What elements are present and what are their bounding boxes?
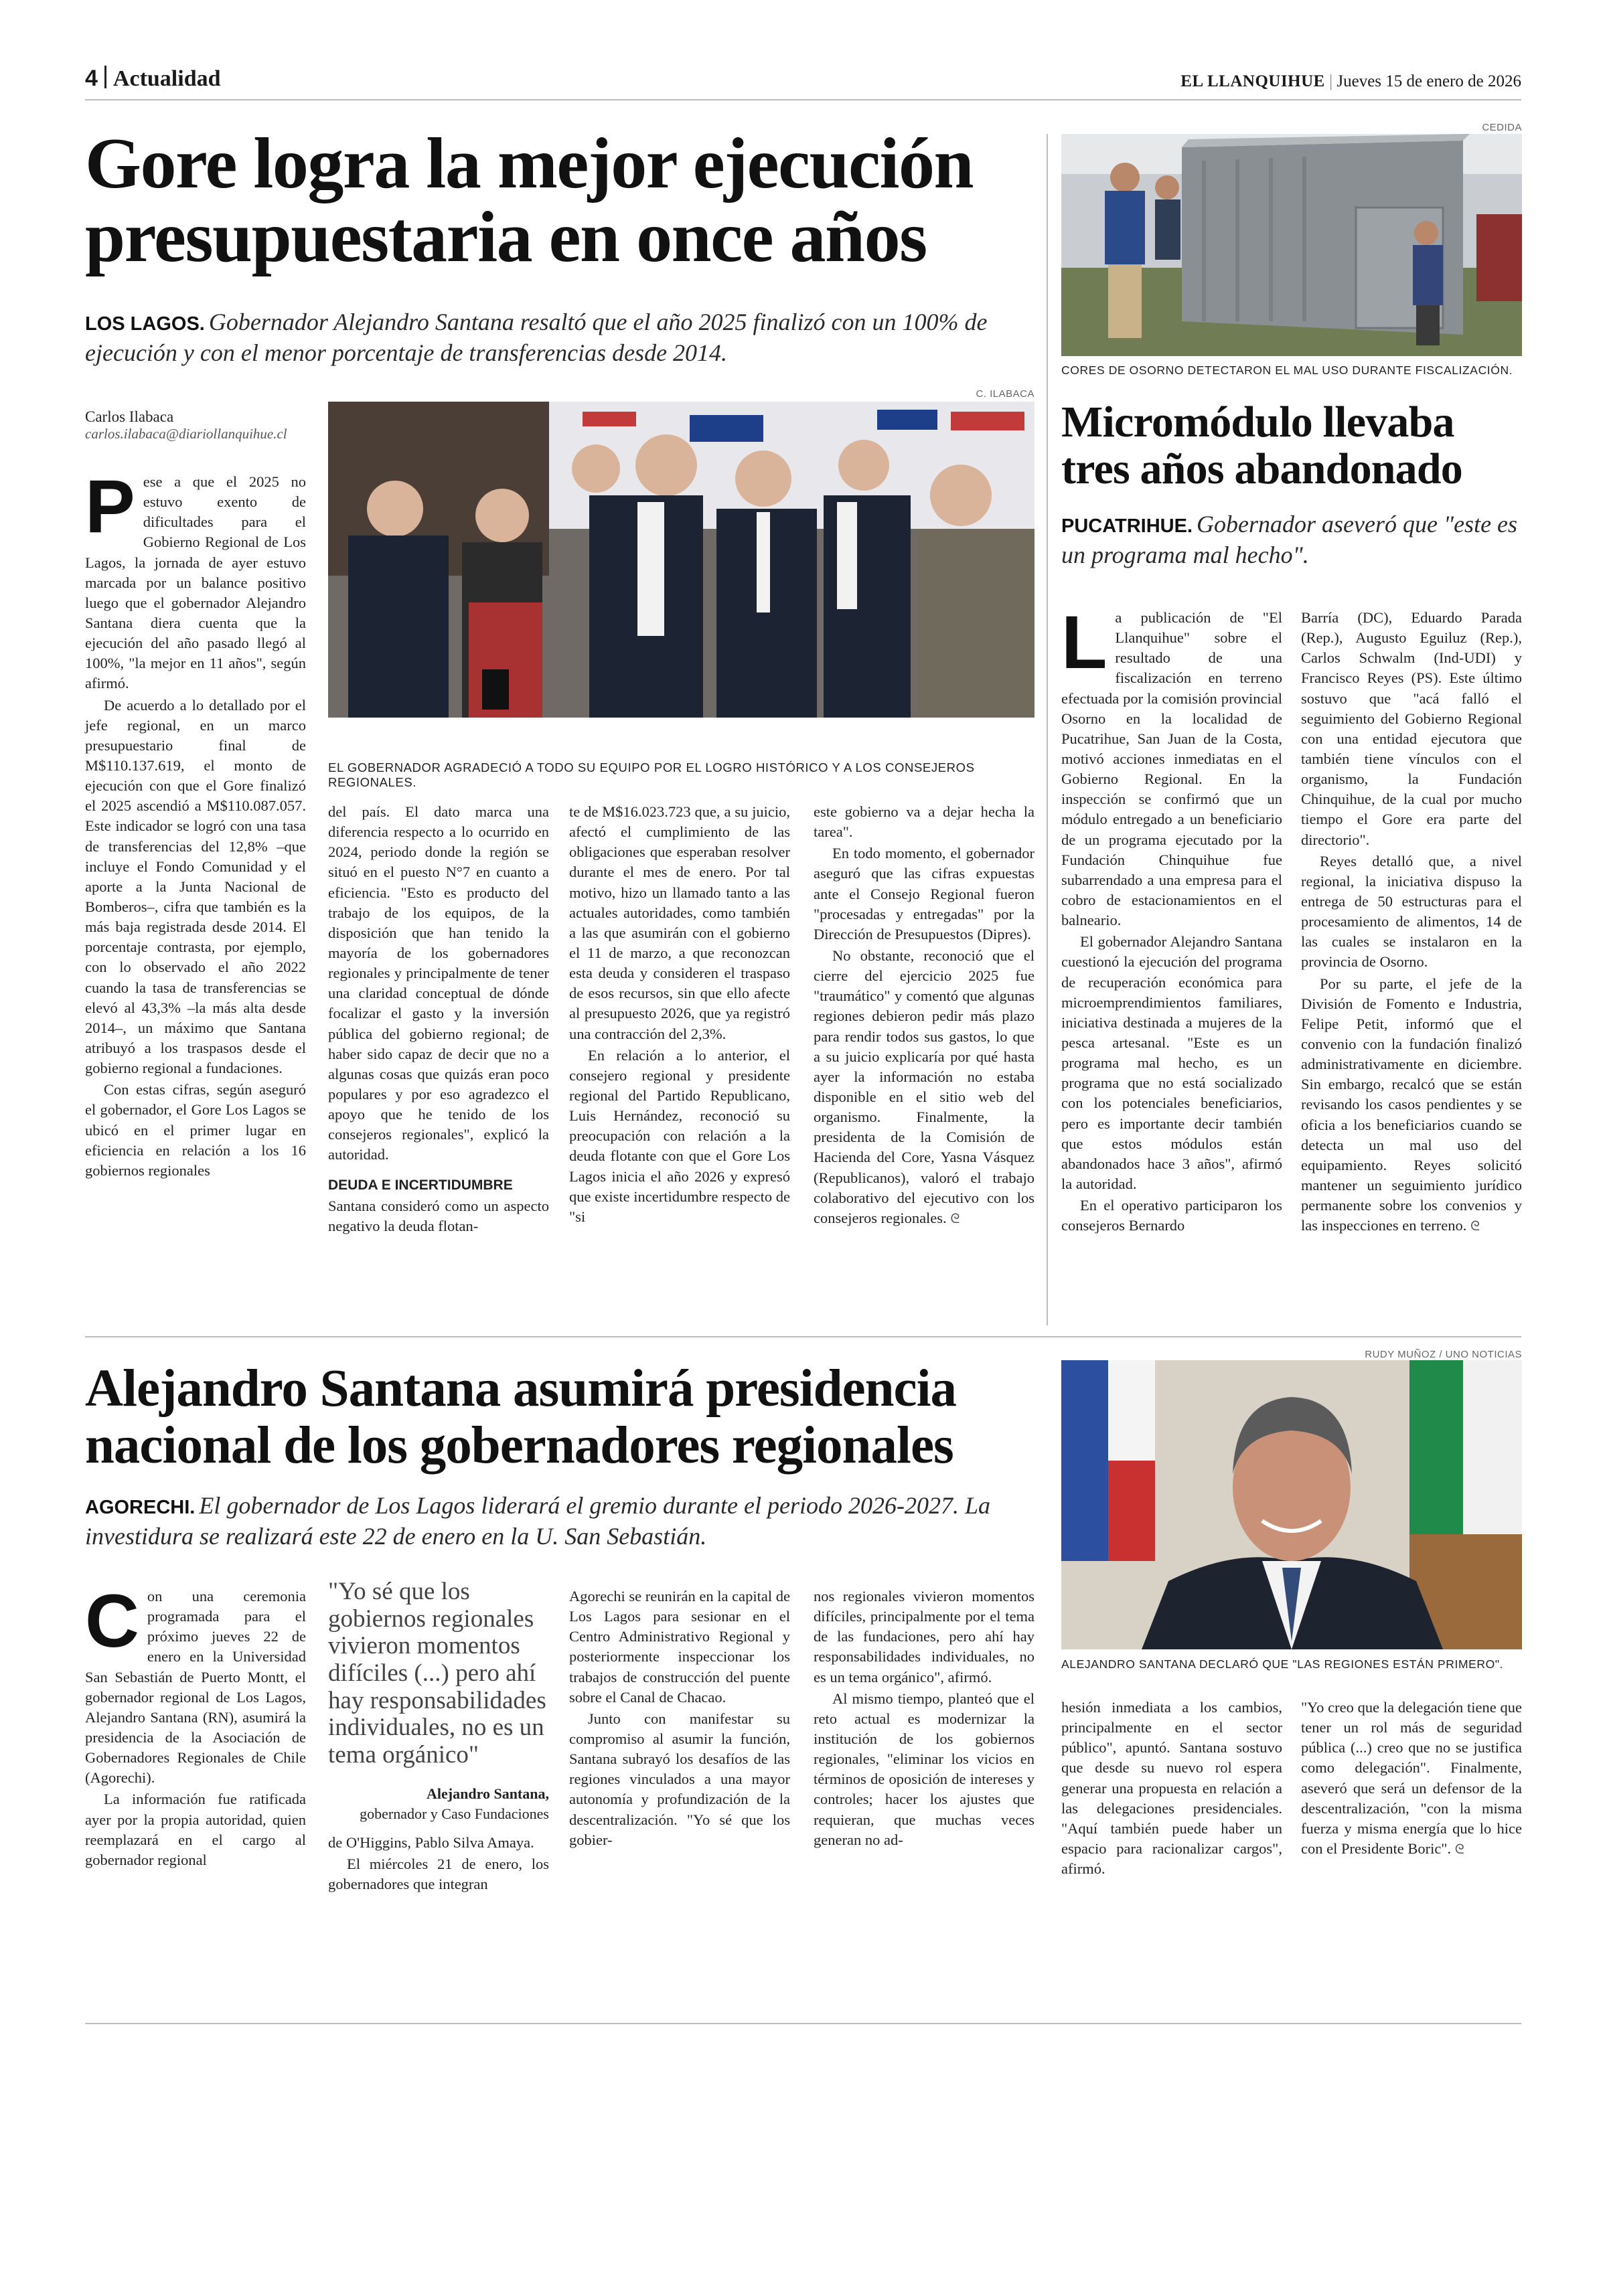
article3-headline-line2: nacional de los gobernadores regionales [85,1416,953,1475]
article3-deck [85,1490,1029,1552]
pull-quote-author [328,1784,549,1823]
article1-headline-line2: presupuestaria en once años [85,197,927,278]
article1-col1-paragraph: De acuerdo a lo detallado por el jefe regional, en un marco presupuestario final de M$110.137.619, el monto de ejecución con que el Gore finalizó el 2025 ascendió a M$110.087.057. Este indicador se logró con una tasa de transferencias del 12,8% –que incluye el Fondo Comunidad y el aporte a la Junta Nacional de Bomberos–, cifra que también es la más baja registrada desde 2014. El porcentaje contrasta, por ejemplo, con lo observado el año 2022 cuando la tasa de transferencias se elevó al 43,3% –la más alta desde 2014–, un máximo que Santana atribuyó a los traspasos desde el gobierno regional a fundaciones. [85,696,306,1077]
author-email[interactable]: carlos.ilabaca@diariollanquihue.cl [85,426,287,442]
pull-quote-author-name: Alejandro Santana, [427,1785,549,1802]
article1-col1-paragraph: Pese a que el 2025 no estuvo exento de dificultades para el Gobierno Regional de Los Lagos, la jornada de ayer estuvo marcada por un balance positivo luego que el gobernador Alejandro Santana diera cuenta que la ejecución del año pasado llegó al 100%, "la mejor en 11 años", según afirmó. [85,465,306,692]
header-rule [85,99,1521,100]
article1-column-3 [569,802,790,1228]
newspaper-name: EL LLANQUIHUE [1180,72,1325,90]
article2-headline-line1: Micromódulo llevaba [1061,398,1454,446]
article2-col2-paragraph: Reyes detalló que, a nivel regional, la iniciativa dispuso la entrega de 50 estructuras para el procesamiento de alimentos, 14 de las cuales se instalaron en la provincia de Osorno. [1301,852,1522,971]
article3-column-4 [814,1586,1035,1852]
article2-col1-paragraph: La publicación de "El Llanquihue" sobre el resultado de una fiscalización en terreno efectuada por la comisión provincial Osorno en la localidad de Pucatrihue, San Juan de la Costa, motivó acciones inmediatas en el Gobierno Regional. En la inspección se confirmó que un módulo entregado a un beneficiario de un programa ejecutado por la Fundación Chinquihue fue subarrendado a una empresa para el cobro de estacionamientos en el balneario. [1061,600,1282,929]
footer-rule [85,2023,1521,2024]
author-name: Carlos Ilabaca [85,408,174,425]
article1-col1-paragraph: Con estas cifras, según aseguró el gobernador, el Gore Los Lagos se ubicó en el primer lugar en eficiencia en relación a los 16 gobiernos regionales [85,1081,306,1179]
article3-col6-paragraph: "Yo creo que la delegación tiene que tener un rol más de seguridad pública (...) creo que no se justifica como delegación". Finalmente, aseveró que será un defensor de la descentralización, "con la misma fuerza y misma energía que lo hice con el Presidente Boric". ᘓ [1301,1699,1522,1857]
article1-headline [85,124,1036,278]
dropcap: P [85,465,135,548]
article1-col2-paragraph: Santana consideró como un aspecto negativo la deuda flotan- [328,1197,549,1234]
article3-col3-paragraph: Agorechi se reunirán en la capital de Los Lagos para sesionar en el Centro Administrativo Regional y posteriormente inspeccionar los trabajos de construcción del puente sobre el Canal de Chacao. [569,1588,790,1706]
section-rule [85,1336,1521,1337]
article1-photo [328,402,1035,718]
article1-photo-caption: EL GOBERNADOR AGRADECIÓ A TODO SU EQUIPO POR EL LOGRO HISTÓRICO Y A LOS CONSEJEROS REGIONALES. [328,760,975,789]
article1-kicker: LOS LAGOS. [85,313,205,335]
article1-col3-paragraph: En relación a lo anterior, el consejero regional y presidente regional del Partido Republicano, Luis Hernández, reconoció su preocupación con relación a la deuda flotante con que el Gore Los Lagos inicia el año 2026 y expresó que existe incertidumbre respecto de "si [569,1046,790,1225]
article3-column-2 [328,1833,549,1896]
article3-column-6 [1301,1698,1522,1860]
article3-col1-paragraph: La información fue ratificada ayer por la propia autoridad, quien reemplazará en el cargo al gobernador regional [85,1791,306,1868]
page-header-right: EL LLANQUIHUE | Jueves 15 de enero de 2026 [1180,72,1521,90]
article2-column-2 [1301,608,1522,1237]
article3-col3-paragraph: Junto con manifestar su compromiso al asumir la función, Santana subrayó los desafíos de las regiones vinculados a una mayor autonomía y profundización de la descentralización. "Yo sé que los gobier- [569,1710,790,1848]
article2-column-1 [1061,600,1282,1237]
article3-photo [1061,1360,1522,1649]
pull-quote-author-role: gobernador y Caso Fundaciones [360,1805,549,1822]
page-number: 4 [85,66,98,91]
portrait-photo [1061,1360,1522,1649]
article3-col4-paragraph: Al mismo tiempo, planteó que el reto actual es modernizar la institución de los gobiernos regionales, "eliminar los vicios en términos de oposición de intereses y controles; hacer los ajustes que requieran, que muchas veces generan no ad- [814,1690,1035,1848]
article1-col4-paragraph: este gobierno va a dejar hecha la tarea". [814,803,1035,841]
end-mark-icon: ᘓ [950,1211,960,1226]
article3-photo-credit: RUDY MUÑOZ / UNO NOTICIAS [1365,1349,1522,1360]
article1-column-2 [328,802,549,1238]
article2-kicker: PUCATRIHUE. [1061,515,1193,537]
micromodule-photo [1061,134,1522,356]
article1-column-4 [814,802,1035,1230]
article1-column-1 [85,465,306,1182]
pull-quote-text: "Yo sé que los gobiernos regionales vivieron momentos difíciles (...) pero ahí hay responsabilidades individuales, no es un tema orgánico" [328,1578,546,1769]
article1-headline-line1: Gore logra la mejor ejecución [85,124,974,203]
article3-col4-paragraph: nos regionales vivieron momentos difíciles, principalmente por el tema de las fundaciones, pero ahí hay responsabilidades individuales, no es un tema orgánico", afirmó. [814,1588,1035,1686]
article1-col2-paragraph: del país. El dato marca una diferencia respecto a lo ocurrido en 2024, periodo donde la región se situó en el puesto N°7 en cuanto a eficiencia. "Esto es producto del trabajo de los equipos, de la disposición que han tenido la mayoría de los gobernadores regionales y principalmente de tener una claridad conceptual de dónde focalizar el gasto y la inversión pública del gobierno regional; de haber sido capaz de decir que no a algunas cosas que quizás eran poco populares y por eso agradezco el apoyo que he tenido de los consejeros regionales", explicó la autoridad. [328,803,549,1163]
article2-col2-paragraph: Por su parte, el jefe de la División de Fomento e Industria, Felipe Petit, informó que el convenio con la fundación finalizó administrativamente en diciembre. Sin embargo, recalcó que se están revisando los casos pendientes y se oficia a los beneficiarios cuando se detecta un mal uso del equipamiento. Reyes solicitó mantener un seguimiento jurídico permanente sobre los convenios y las inspecciones en terreno. ᘓ [1301,975,1522,1234]
article2-col2-paragraph: Barría (DC), Eduardo Parada (Rep.), Augusto Eguiluz (Rep.), Carlos Schwalm (Ind-UDI) y Francisco Reyes (PS). Este último sostuvo que "acá falló el seguimiento del Gobierno Regional con una entidad ejecutora que también tiene vínculos con el organismo, la Fundación Chinquihue, de la cual por mucho tiempo el Gore era parte del directorio". [1301,609,1522,848]
article3-headline-line1: Alejandro Santana asumirá presidencia [85,1360,957,1418]
dropcap: L [1061,600,1107,684]
pull-quote [328,1578,549,1823]
article1-subhead: DEUDA E INCERTIDUMBRE [328,1177,513,1193]
article3-col2-paragraph: El miércoles 21 de enero, los gobernadores que integran [328,1856,549,1893]
article2-headline [1061,399,1522,493]
article3-headline [85,1360,1036,1475]
column-divider [1047,134,1048,1325]
issue-date: Jueves 15 de enero de 2026 [1336,72,1521,90]
article3-col2-paragraph: de O'Higgins, Pablo Silva Amaya. [328,1834,534,1851]
article1-photo-credit: C. ILABACA [976,388,1035,400]
article2-photo-caption: CORES DE OSORNO DETECTARON EL MAL USO DURANTE FISCALIZACIÓN. [1061,363,1513,377]
article3-column-5 [1061,1698,1282,1880]
article1-byline [85,408,313,442]
section-name: Actualidad [112,66,221,91]
article2-deck-text: Gobernador aseveró que "este es un programa mal hecho". [1061,511,1518,569]
article2-deck [1061,509,1522,570]
end-mark-icon: ᘓ [1470,1219,1480,1234]
group-press-photo [328,402,1035,718]
article3-deck-text: El gobernador de Los Lagos liderará el gremio durante el periodo 2026-2027. La investidura se realizará este 22 de enero en la U. San Sebastián. [85,1492,990,1550]
dropcap: C [85,1579,139,1663]
page-header-left [85,66,221,92]
article3-column-1 [85,1579,306,1872]
article1-deck [85,307,1029,368]
article2-col1-paragraph: En el operativo participaron los consejeros Bernardo [1061,1197,1282,1234]
article2-photo-credit: CEDIDA [1482,122,1522,133]
article1-deck-text: Gobernador Alejandro Santana resaltó que el año 2025 finalizó con un 100% de ejecución y con el menor porcentaje de transferencias desde 2014. [85,309,988,367]
article1-col4-paragraph: No obstante, reconoció que el cierre del ejercicio 2025 fue "traumático" y comentó que algunas regiones debieron pedir más plazo para rendir todos sus gastos, lo que a su juicio explicaría por qué hasta ayer la información no estaba disponible en el sitio web del organismo. Finalmente, la presidenta de la Comisión de Hacienda del Core, Yasna Vásquez (Republicanos), valoró el trabajo colaborativo del ejecutivo con los consejeros regionales. ᘓ [814,947,1035,1226]
article3-col5-paragraph: hesión inmediata a los cambios, principalmente en el sector público", apuntó. Santana sostuvo que desde su nuevo rol espera generar una propuesta en relación a las delegaciones presidenciales. "Aquí también puede haber un espacio para racionalizar cargos", afirmó. [1061,1699,1282,1878]
article2-headline-line2: tres años abandonado [1061,444,1462,493]
article3-photo-caption: ALEJANDRO SANTANA DECLARÓ QUE "LAS REGIONES ESTÁN PRIMERO". [1061,1657,1504,1671]
article3-kicker: AGORECHI. [85,1497,196,1518]
end-mark-icon: ᘓ [1454,1841,1464,1857]
article1-col4-paragraph: En todo momento, el gobernador aseguró que las cifras expuestas ante el Consejo Regional fueron "procesadas y entregadas" por la Dirección de Presupuestos (Dipres). [814,845,1035,942]
article3-column-3 [569,1586,790,1852]
article2-photo [1061,134,1522,356]
article1-col3-paragraph: te de M$16.023.723 que, a su juicio, afectó el cumplimiento de las obligaciones que esperaban resolver durante el mes de enero. Por tal motivo, hizo un llamado tanto a las actuales autoridades, como también a las que asumirán con el gobierno el 11 de marzo, a que reconozcan esta deuda y consideren el traspaso de esos recursos, sin que ello afecte al presupuesto 2026, que ya registró una contracción del 2,3%. [569,803,790,1042]
article3-col1-paragraph: Con una ceremonia programada para el próximo jueves 22 de enero en la Universidad San Sebastián de Puerto Montt, el gobernador regional de Los Lagos, Alejandro Santana (RN), asumirá la presidencia de la Asociación de Gobernadores Regionales de Chile (Agorechi). [85,1579,306,1787]
article2-col1-paragraph: El gobernador Alejandro Santana cuestionó la ejecución del programa de recuperación económica para microemprendimientos familiares, iniciativa destinada a mujeres de la pesca artesanal. "Este es un programa mal hecho, es un programa que no está socializado con los potenciales beneficiarios, pero es importante decir también que estos módulos están abandonados hace 3 años", afirmó la autoridad. [1061,933,1282,1192]
